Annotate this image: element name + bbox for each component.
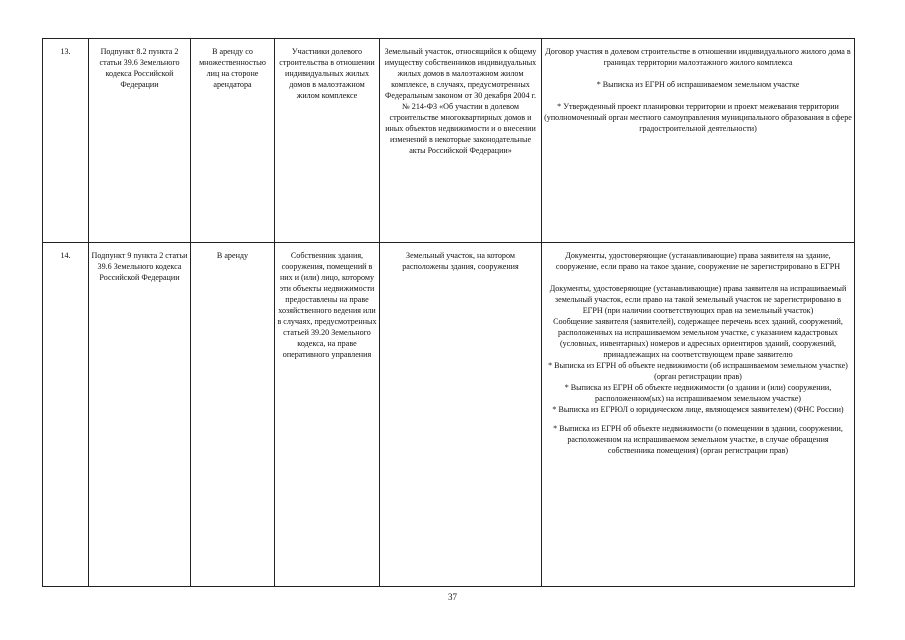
applicant-cell: Участники долевого строительства в отношении индивидуальных жилых домов в малоэтажном жилом комплексе — [275, 39, 380, 243]
document-item: * Выписка из ЕГРН об объекте недвижимости (о помещении в здании, сооружении, расположенном на испрашиваемом земельном участке, в случае обращения собственника помещения) (орган регистрации прав) — [553, 424, 843, 455]
document-item: * Утвержденный проект планировки территории и проект межевания территории (уполномоченный орган местного самоуправления муниципального образования в сфере градостроительной деятельности) — [544, 102, 852, 133]
document-item: Договор участия в долевом строительстве в отношении индивидуального жилого дома в границах территории малоэтажного жилого комплекса — [545, 47, 851, 67]
right-type-cell: В аренду — [191, 243, 275, 587]
applicant-cell: Собственник здания, сооружения, помещений в них и (или) лицо, которому эти объекты недвижимости предоставлены на праве хозяйственного ведения или в случаях, предусмотренных статьей 39.20 Земельного кодекса, на праве оперативного управления — [275, 243, 380, 587]
row-number: 13. — [43, 39, 89, 243]
legal-basis-cell: Подпункт 9 пункта 2 статьи 39.6 Земельного кодекса Российской Федерации — [89, 243, 191, 587]
document-item: * Выписка из ЕГРН об объекте недвижимости (об испрашиваемом земельном участке) (орган регистрации прав) — [548, 361, 848, 381]
document-item: Сообщение заявителя (заявителей), содержащее перечень всех зданий, сооружений, расположенных на испрашиваемом земельном участке, с указанием кадастровых (условных, инвентарных) номеров и адресных ориентиров зданий, сооружений, принадлежащих на соответствующем праве заявителю — [553, 317, 843, 359]
legal-basis-cell: Подпункт 8.2 пункта 2 статьи 39.6 Земельного кодекса Российской Федерации — [89, 39, 191, 243]
document-item: * Выписка из ЕГРН об испрашиваемом земельном участке — [596, 80, 800, 89]
table-row — [43, 243, 855, 587]
land-grounds-table — [42, 38, 855, 587]
land-plot-cell: Земельный участок, относящийся к общему имуществу собственников индивидуальных жилых домов в малоэтажном жилом комплексе, в случаях, предусмотренных Федеральным законом от 30 декабря 2004 г. № 214-ФЗ «Об участии в долевом строительстве многоквартирных домов и иных объектов недвижимости и о внесении изменений в некоторые законодательные акты Российской Федерации» — [380, 39, 542, 243]
land-plot-cell: Земельный участок, на котором расположены здания, сооружения — [380, 243, 542, 587]
row-number: 14. — [43, 243, 89, 587]
document-item: * Выписка из ЕГРН об объекте недвижимости (о здании и (или) сооружении, расположенном(ых) на испрашиваемом земельном участке) — [564, 383, 832, 403]
page-number: 37 — [448, 592, 457, 602]
table-row — [43, 39, 855, 243]
document-item: Документы, удостоверяющие (устанавливающие) права заявителя на испрашиваемый земельный участок, если право на такой земельный участок не зарегистрировано в ЕГРН (при наличии соответствующих прав на земельный участок) — [549, 284, 847, 315]
documents-cell — [542, 243, 855, 587]
documents-cell — [542, 39, 855, 243]
right-type-cell: В аренду со множественностью лиц на стороне арендатора — [191, 39, 275, 243]
document-item: Документы, удостоверяющие (устанавливающие) права заявителя на здание, сооружение, если право на такое здание, сооружение не зарегистрировано в ЕГРН — [555, 251, 841, 271]
document-item: * Выписка из ЕГРЮЛ о юридическом лице, являющемся заявителем) (ФНС России) — [552, 405, 844, 414]
